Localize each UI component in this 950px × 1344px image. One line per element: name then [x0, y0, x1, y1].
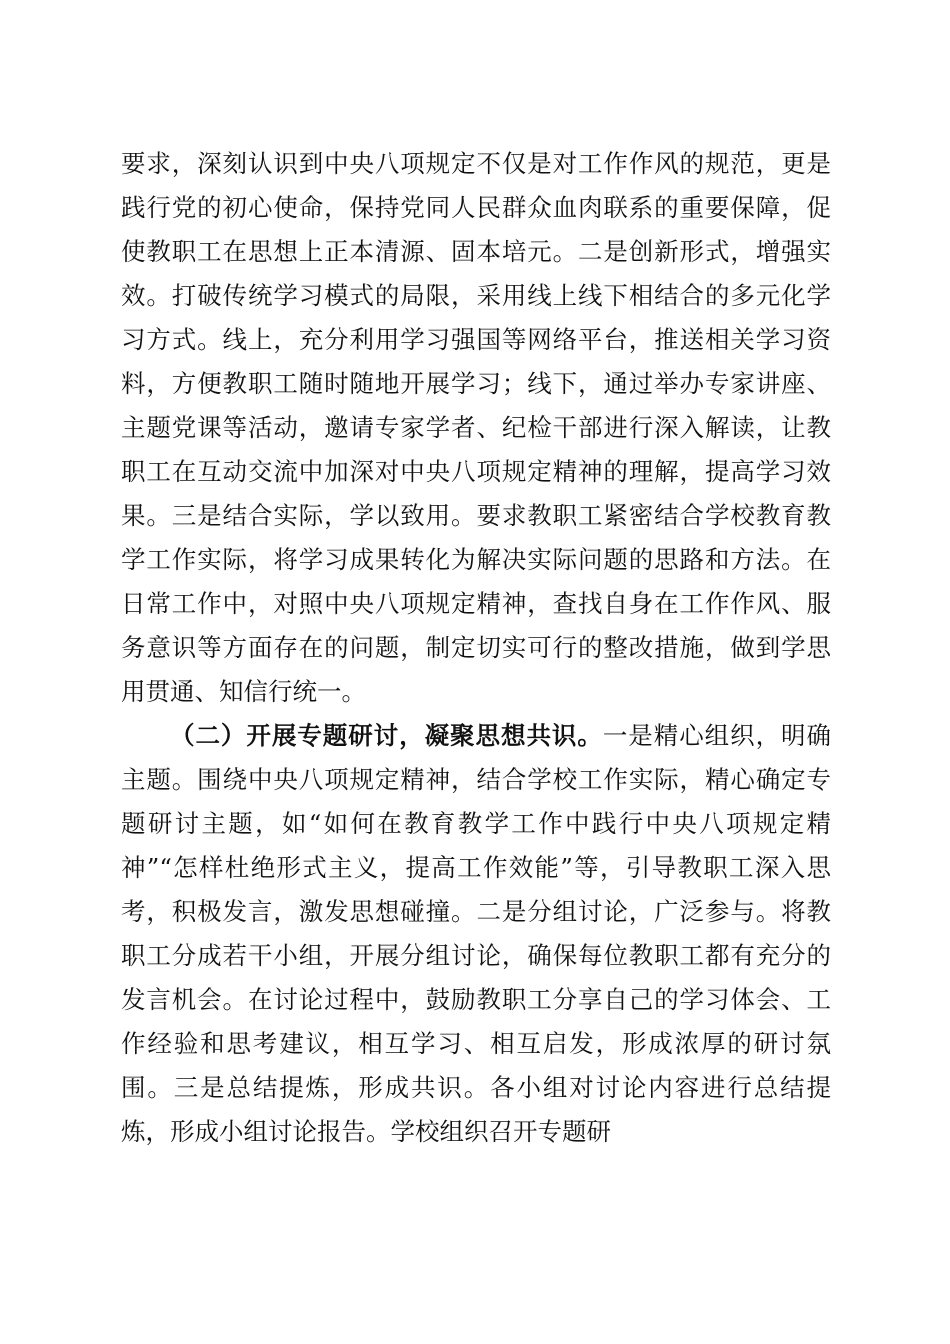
- body-paragraph-2: [121, 714, 831, 1154]
- document-body: [121, 142, 831, 1154]
- paragraph-2-text: 一是精心组织，明确主题。围绕中央八项规定精神，结合学校工作实际，精心确定专题研讨主题，如“如何在教育教学工作中践行中央八项规定精神”“怎样杜绝形式主义，提高工作效能”等，引导教职工深入思考，积极发言，激发思想碰撞。二是分组讨论，广泛参与。将教职工分成若干小组，开展分组讨论，确保每位教职工都有充分的发言机会。在讨论过程中，鼓励教职工分享自己的学习体会、工作经验和思考建议，相互学习、相互启发，形成浓厚的研讨氛围。三是总结提炼，形成共识。各小组对讨论内容进行总结提炼，形成小组讨论报告。学校组织召开专题研: [121, 721, 832, 1146]
- paragraph-1-text: 要求，深刻认识到中央八项规定不仅是对工作作风的规范，更是践行党的初心使命，保持党同人民群众血肉联系的重要保障，促使教职工在思想上正本清源、固本培元。二是创新形式，增强实效。打破传统学习模式的局限，采用线上线下相结合的多元化学习方式。线上，充分利用学习强国等网络平台，推送相关学习资料，方便教职工随时随地开展学习；线下，通过举办专家讲座、主题党课等活动，邀请专家学者、纪检干部进行深入解读，让教职工在互动交流中加深对中央八项规定精神的理解，提高学习效果。三是结合实际，学以致用。要求教职工紧密结合学校教育教学工作实际，将学习成果转化为解决实际问题的思路和方法。在日常工作中，对照中央八项规定精神，查找自身在工作作风、服务意识等方面存在的问题，制定切实可行的整改措施，做到学思用贯通、知信行统一。: [121, 149, 831, 706]
- section-heading: （二）开展专题研讨，凝聚思想共识。: [170, 721, 603, 750]
- body-paragraph-1: [121, 142, 831, 714]
